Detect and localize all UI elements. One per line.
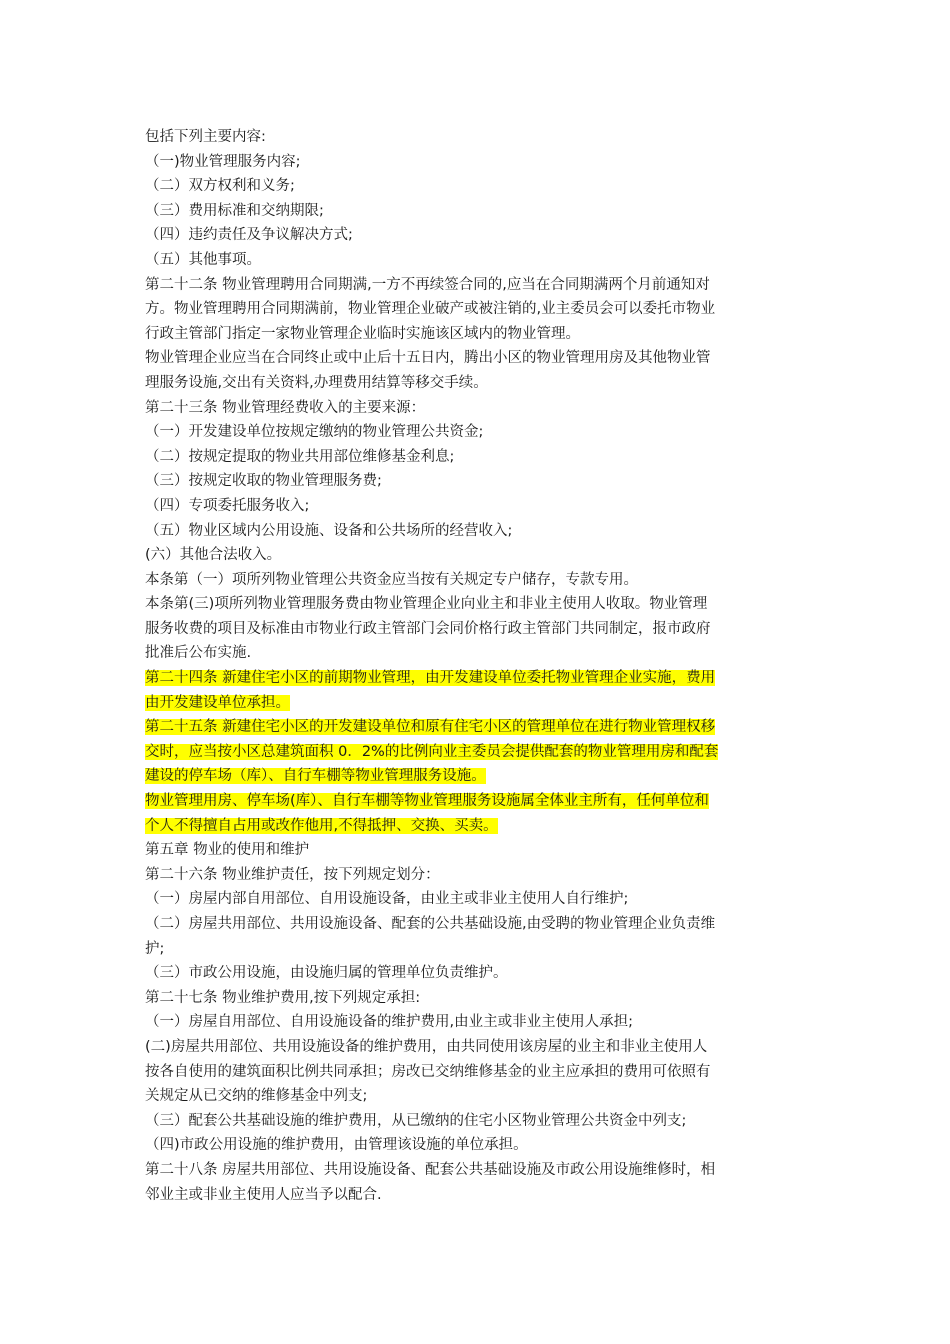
text-line bbox=[145, 863, 810, 888]
line-text: （二）按规定提取的物业共用部位维修基金利息; bbox=[145, 448, 455, 465]
text-line bbox=[145, 568, 810, 593]
text-line bbox=[145, 543, 810, 568]
line-text: 个人不得擅自占用或改作他用,不得抵押、交换、买卖。 bbox=[145, 817, 498, 834]
text-line bbox=[145, 1109, 810, 1134]
highlighted-text-line bbox=[145, 789, 810, 814]
line-text: 方。物业管理聘用合同期满前，物业管理企业破产或被注销的,业主委员会可以委托市物业 bbox=[145, 301, 716, 318]
highlighted-text-line bbox=[145, 666, 810, 691]
text-line bbox=[145, 494, 810, 519]
text-line bbox=[145, 1158, 810, 1183]
text-line bbox=[145, 519, 810, 544]
text-line bbox=[145, 469, 810, 494]
line-text: 第二十二条 物业管理聘用合同期满,一方不再续签合同的,应当在合同期满两个月前通知对 bbox=[145, 276, 710, 293]
line-text: 关规定从已交纳的维修基金中列支; bbox=[145, 1088, 368, 1105]
line-text: （一）房屋自用部位、自用设施设备的维护费用,由业主或非业主使用人承担; bbox=[145, 1014, 633, 1031]
line-text: 第二十三条 物业管理经费收入的主要来源： bbox=[145, 399, 426, 416]
text-line bbox=[145, 592, 810, 617]
text-line bbox=[145, 445, 810, 470]
line-text: 本条第（一）项所列物业管理公共资金应当按有关规定专户储存，专款专用。 bbox=[145, 571, 638, 588]
line-text: （四)市政公用设施的维护费用，由管理该设施的单位承担。 bbox=[145, 1137, 528, 1154]
text-line bbox=[145, 396, 810, 421]
document-body bbox=[145, 125, 810, 1207]
line-text: （四）专项委托服务收入; bbox=[145, 497, 310, 514]
line-text: 按各自使用的建筑面积比例共同承担；房改已交纳维修基金的业主应承担的费用可依照有 bbox=[145, 1063, 711, 1080]
line-text: 物业管理用房、停车场(库）、自行车棚等物业管理服务设施属全体业主所有，任何单位和 bbox=[145, 793, 709, 810]
text-line bbox=[145, 887, 810, 912]
text-line bbox=[145, 838, 810, 863]
text-line bbox=[145, 641, 810, 666]
line-text: （三）配套公共基础设施的维护费用，从已缴纳的住宅小区物业管理公共资金中列支; bbox=[145, 1112, 687, 1129]
line-text: （一)物业管理服务内容; bbox=[145, 153, 301, 170]
line-text: 第二十六条 物业维护责任，按下列规定划分： bbox=[145, 866, 440, 883]
text-line bbox=[145, 297, 810, 322]
line-text: （二）房屋共用部位、共用设施设备、配套的公共基础设施,由受聘的物业管理企业负责维 bbox=[145, 916, 716, 932]
text-line bbox=[145, 223, 810, 248]
text-line bbox=[145, 937, 810, 962]
text-line bbox=[145, 199, 810, 224]
line-text: 物业管理企业应当在合同终止或中止后十五日内，腾出小区的物业管理用房及其他物业管 bbox=[145, 350, 711, 367]
text-line bbox=[145, 420, 810, 445]
text-line bbox=[145, 617, 810, 642]
line-text: 第五章 物业的使用和维护 bbox=[145, 842, 310, 859]
text-line bbox=[145, 986, 810, 1011]
text-line bbox=[145, 248, 810, 273]
line-text: 包括下列主要内容: bbox=[145, 129, 266, 145]
text-line bbox=[145, 125, 810, 150]
text-line bbox=[145, 322, 810, 347]
line-text: 服务收费的项目及标准由市物业行政主管部门会同价格行政主管部门共同制定，报市政府 bbox=[145, 620, 711, 637]
text-line bbox=[145, 1060, 810, 1085]
line-text: 理服务设施,交出有关资料,办理费用结算等移交手续。 bbox=[145, 374, 488, 391]
text-line bbox=[145, 1183, 810, 1208]
line-text: （三）市政公用设施，由设施归属的管理单位负责维护。 bbox=[145, 965, 508, 982]
highlighted-text-line bbox=[145, 691, 810, 716]
text-line bbox=[145, 961, 810, 986]
line-text: （一）房屋内部自用部位、自用设施设备，由业主或非业主使用人自行维护; bbox=[145, 891, 629, 908]
line-text: 由开发建设单位承担。 bbox=[145, 694, 290, 711]
text-line bbox=[145, 150, 810, 175]
line-text: 护; bbox=[145, 940, 165, 957]
line-text: （二）双方权利和义务; bbox=[145, 178, 295, 195]
text-line bbox=[145, 273, 810, 298]
line-text: （三）费用标准和交纳期限; bbox=[145, 202, 324, 219]
text-line bbox=[145, 1035, 810, 1060]
line-text: (六）其他合法收入。 bbox=[145, 547, 282, 564]
highlighted-text-line bbox=[145, 764, 810, 789]
highlighted-text-line bbox=[145, 740, 810, 765]
highlighted-text-line bbox=[145, 814, 810, 839]
highlighted-text-line bbox=[145, 715, 810, 740]
line-text: 第二十七条 物业维护费用,按下列规定承担: bbox=[145, 989, 421, 1006]
text-line bbox=[145, 1084, 810, 1109]
line-text: 本条第(三)项所列物业管理服务费由物业管理企业向业主和非业主使用人收取。物业管理 bbox=[145, 596, 708, 613]
line-text: 第二十八条 房屋共用部位、共用设施设备、配套公共基础设施及市政公用设施维修时，相 bbox=[145, 1161, 716, 1178]
text-line bbox=[145, 1010, 810, 1035]
text-line bbox=[145, 1133, 810, 1158]
line-text: （五）物业区域内公用设施、设备和公共场所的经营收入; bbox=[145, 522, 513, 539]
line-text: 邻业主或非业主使用人应当予以配合. bbox=[145, 1186, 382, 1203]
line-text: （三）按规定收取的物业管理服务费; bbox=[145, 473, 382, 490]
line-text: 批准后公布实施. bbox=[145, 645, 252, 662]
line-text: 交时，应当按小区总建筑面积 0．2%的比例向业主委员会提供配套的物业管理用房和配套 bbox=[145, 743, 719, 760]
line-text: 第二十四条 新建住宅小区的前期物业管理，由开发建设单位委托物业管理企业实施，费用 bbox=[145, 670, 716, 687]
line-text: （五）其他事项。 bbox=[145, 251, 261, 268]
line-text: 建设的停车场（库）、自行车棚等物业管理服务设施。 bbox=[145, 768, 486, 785]
line-text: (二)房屋共用部位、共用设施设备的维护费用，由共同使用该房屋的业主和非业主使用人 bbox=[145, 1038, 708, 1055]
line-text: 行政主管部门指定一家物业管理企业临时实施该区域内的物业管理。 bbox=[145, 325, 580, 342]
line-text: （四）违约责任及争议解决方式; bbox=[145, 227, 353, 244]
line-text: 第二十五条 新建住宅小区的开发建设单位和原有住宅小区的管理单位在进行物业管理权移 bbox=[145, 719, 716, 736]
text-line bbox=[145, 346, 810, 371]
text-line bbox=[145, 912, 810, 937]
line-text: （一）开发建设单位按规定缴纳的物业管理公共资金; bbox=[145, 424, 484, 441]
text-line bbox=[145, 371, 810, 396]
text-line bbox=[145, 174, 810, 199]
